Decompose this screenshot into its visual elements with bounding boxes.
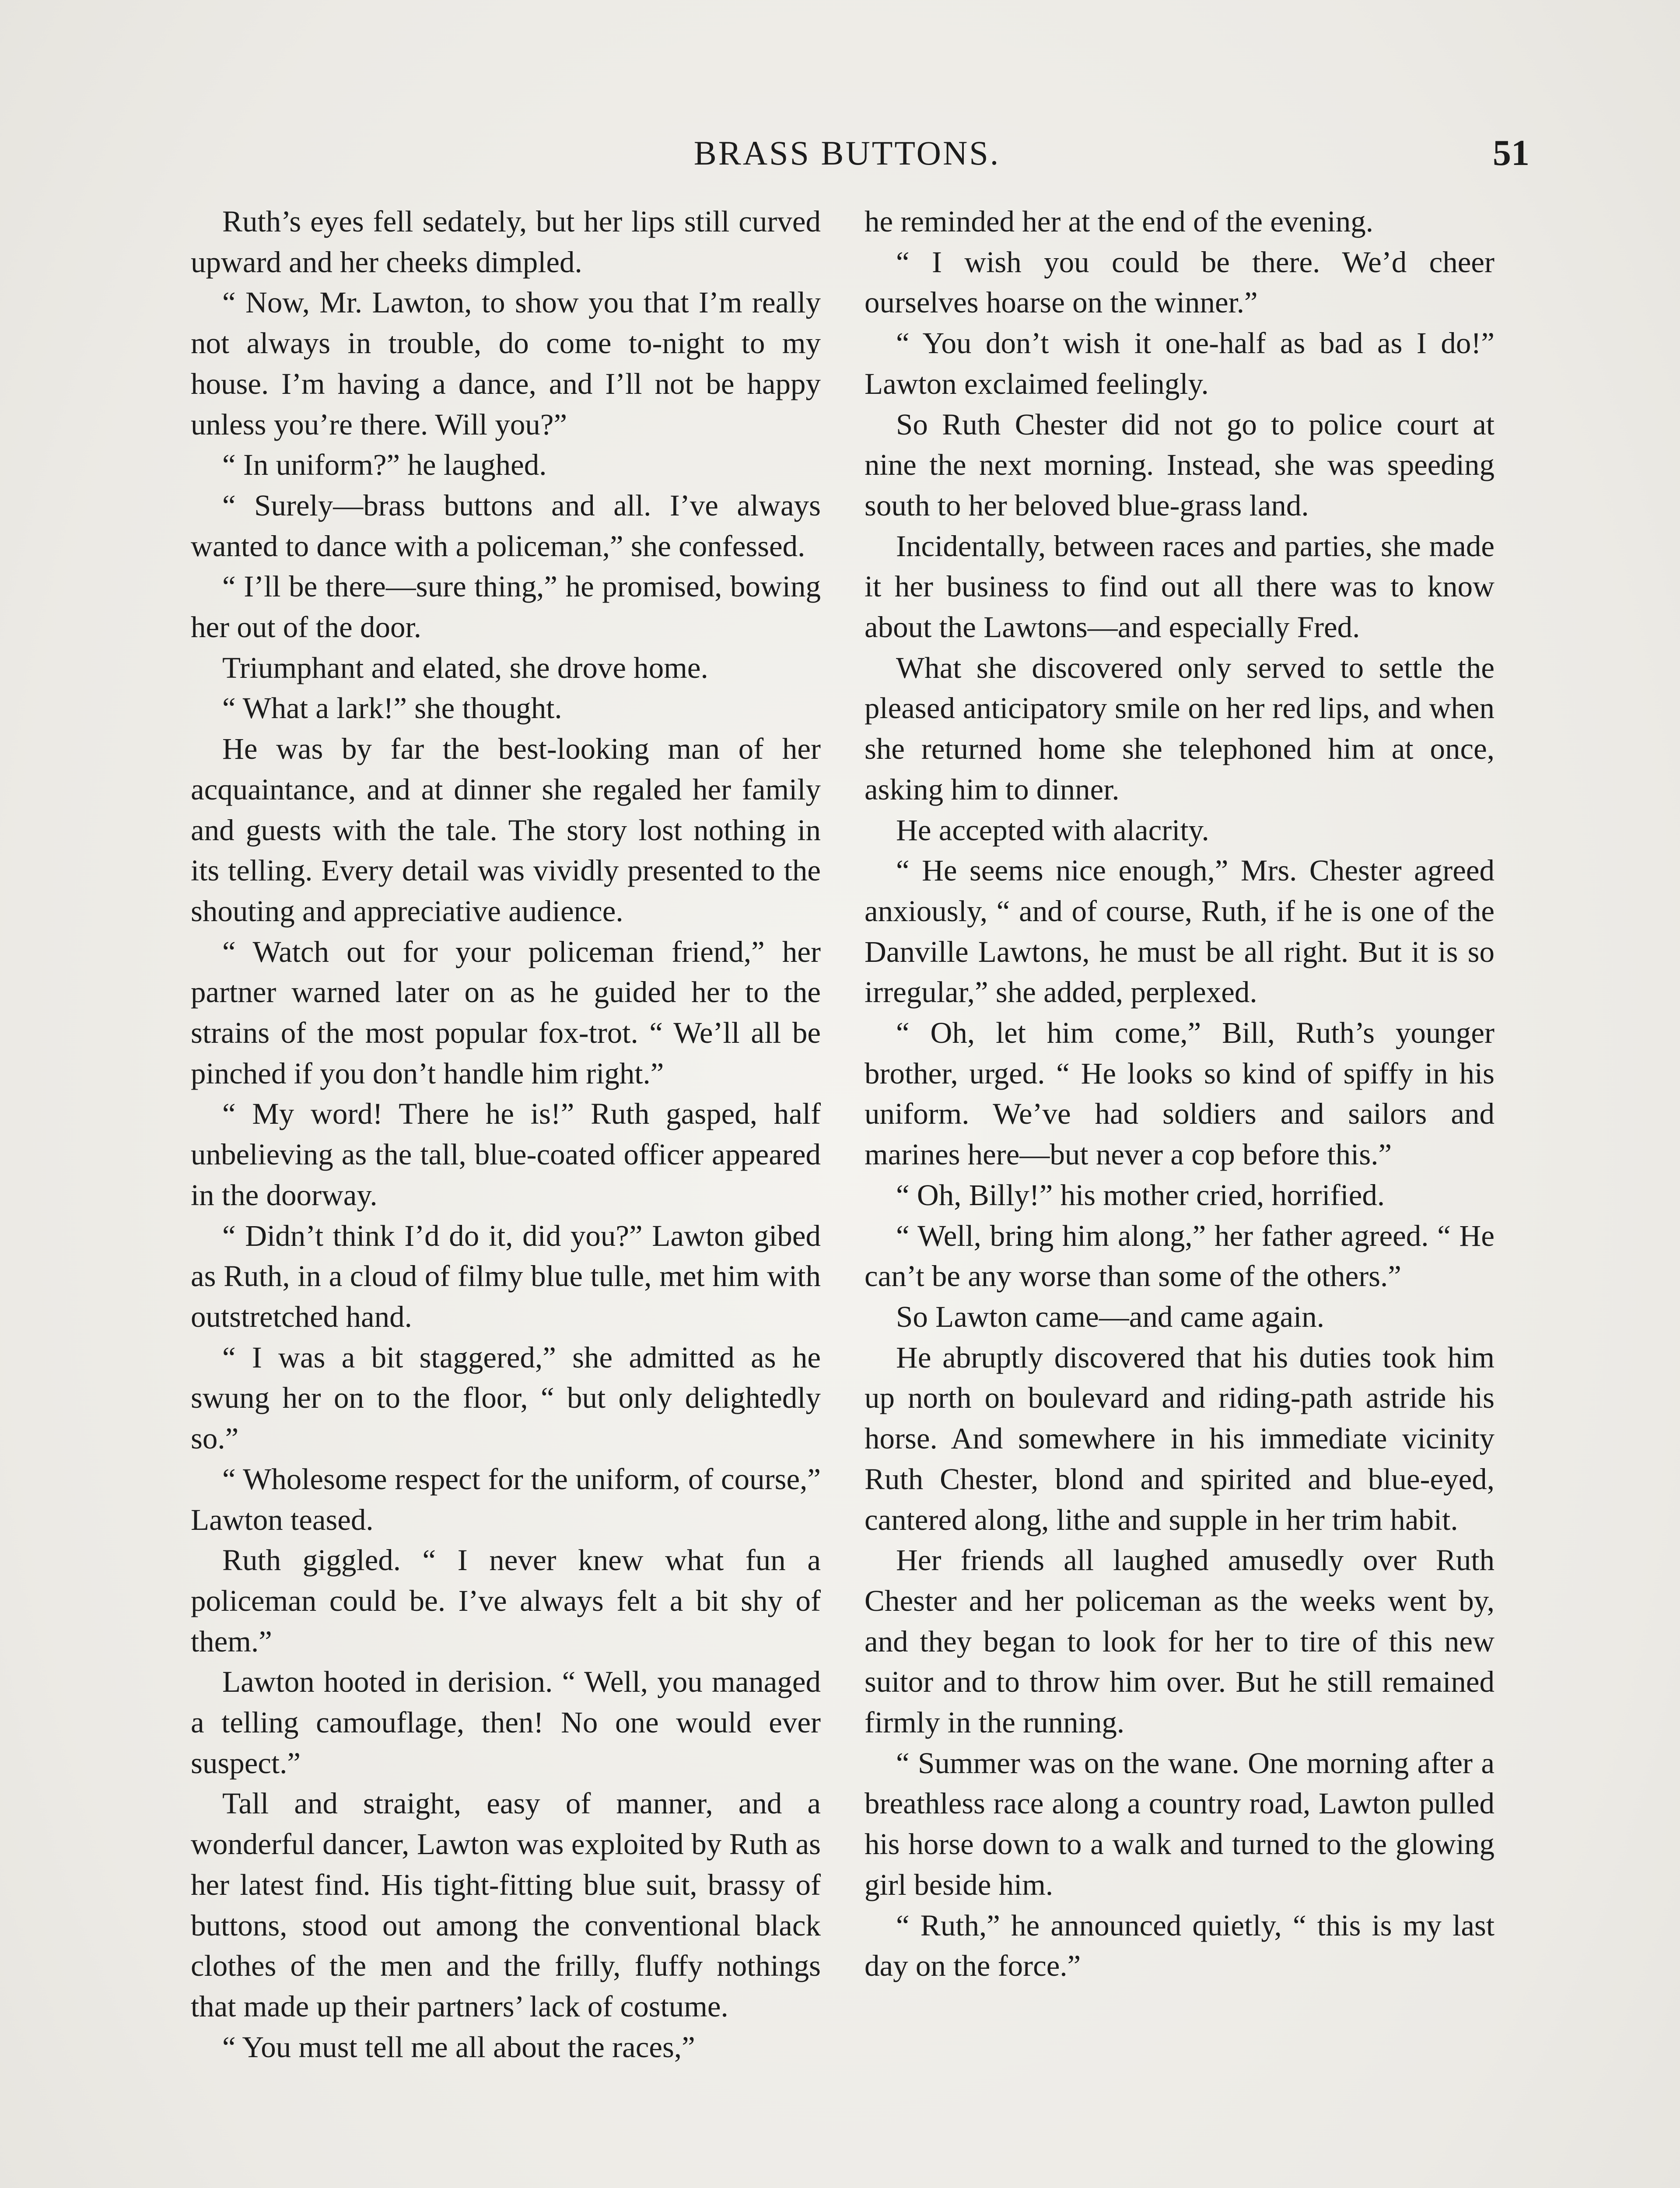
paragraph: What she discovered only served to settle the pleased anticipatory smile on her red lips, and when she returned home she telephoned him at once, asking him to dinner.: [864, 651, 1494, 806]
paragraph: “ You must tell me all about the races,”: [222, 2030, 695, 2064]
paragraph: “ My word! There he is!” Ruth gasped, half unbelieving as the tall, blue-coated officer appeared in the doorway.: [191, 1097, 821, 1212]
paragraph: So Lawton came—and came again.: [896, 1300, 1325, 1333]
paragraph: “ Oh, let him come,” Bill, Ruth’s younger brother, urged. “ He looks so kind of spiffy in his uniform. We’ve had soldiers and sailors and marines here—but never a cop before this.”: [864, 1016, 1494, 1171]
right-text-column: [864, 201, 1494, 1986]
paragraph: “ Well, bring him along,” her father agreed. “ He can’t be any worse than some of the others.”: [864, 1219, 1494, 1293]
paragraph: he reminded her at the end of the evening.: [864, 205, 1373, 238]
paragraph: He was by far the best-looking man of her acquaintance, and at dinner she regaled her family and guests with the tale. The story lost nothing in its telling. Every detail was vividly presented to the shouting and appreciative audience.: [191, 732, 821, 928]
paragraph: “ Surely—brass buttons and all. I’ve always wanted to dance with a policeman,” she confessed.: [191, 488, 821, 563]
paragraph: “ Now, Mr. Lawton, to show you that I’m really not always in trouble, do come to-night to my house. I’m having a dance, and I’ll not be happy unless you’re there. Will you?”: [191, 286, 821, 441]
paragraph: Incidentally, between races and parties, she made it her business to find out all there was to know about the Lawtons—and especially Fred.: [864, 529, 1494, 644]
paragraph: “ He seems nice enough,” Mrs. Chester agreed anxiously, “ and of course, Ruth, if he is one of the Danville Lawtons, he must be all right. But it is so irregular,” she added, perplexed.: [864, 854, 1494, 1009]
paragraph: So Ruth Chester did not go to police court at nine the next morning. Instead, she was speeding south to her beloved blue-grass land.: [864, 407, 1494, 522]
paragraph: “ What a lark!” she thought.: [222, 691, 562, 725]
paragraph: “ Summer was on the wane. One morning after a breathless race along a country road, Lawton pulled his horse down to a walk and turned to the glowing girl beside him.: [864, 1746, 1494, 1901]
paragraph: He accepted with alacrity.: [896, 813, 1209, 847]
paragraph: “ I wish you could be there. We’d cheer ourselves hoarse on the winner.”: [864, 245, 1494, 319]
page-number: 51: [1493, 133, 1530, 173]
paragraph: Ruth giggled. “ I never knew what fun a policeman could be. I’ve always felt a bit shy of them.”: [191, 1543, 821, 1658]
paragraph: Tall and straight, easy of manner, and a wonderful dancer, Lawton was exploited by Ruth as her latest find. His tight-fitting blue suit, brassy of buttons, stood out among the conventional black clothes of the men and the frilly, fluffy nothings that made up their partners’ lack of costume.: [191, 1787, 821, 2023]
paragraph: Triumphant and elated, she drove home.: [222, 651, 708, 684]
left-text-column: [191, 201, 821, 2067]
paragraph: Her friends all laughed amusedly over Ruth Chester and her policeman as the weeks went by, and they began to look for her to tire of this new suitor and to throw him over. But he still remained firmly in the running.: [864, 1543, 1494, 1739]
paragraph: “ Oh, Billy!” his mother cried, horrified.: [896, 1178, 1385, 1212]
paragraph: “ You don’t wish it one-half as bad as I do!” Lawton exclaimed feelingly.: [864, 326, 1494, 400]
paragraph: Ruth’s eyes fell sedately, but her lips still curved upward and her cheeks dimpled.: [191, 205, 821, 279]
page-header: [164, 127, 1530, 179]
paragraph: “ Didn’t think I’d do it, did you?” Lawton gibed as Ruth, in a cloud of filmy blue tulle, met him with outstretched hand.: [191, 1219, 821, 1333]
paragraph: “ In uniform?” he laughed.: [222, 448, 547, 482]
paragraph: He abruptly discovered that his duties took him up north on boulevard and riding-path astride his horse. And somewhere in his immediate vicinity Ruth Chester, blond and spirited and blue-eyed, cantered along, lithe and supple in her trim habit.: [864, 1340, 1494, 1536]
running-title: BRASS BUTTONS.: [693, 134, 1001, 172]
paragraph: “ I was a bit staggered,” she admitted as he swung her on to the floor, “ but only delightedly so.”: [191, 1340, 821, 1455]
paragraph: “ Wholesome respect for the uniform, of course,” Lawton teased.: [191, 1462, 821, 1536]
paragraph: “ Watch out for your policeman friend,” her partner warned later on as he guided her to the strains of the most popular fox-trot. “ We’ll all be pinched if you don’t handle him right.”: [191, 935, 821, 1090]
paragraph: “ I’ll be there—sure thing,” he promised, bowing her out of the door.: [191, 570, 821, 644]
paragraph: Lawton hooted in derision. “ Well, you managed a telling camouflage, then! No one would ever suspect.”: [191, 1665, 821, 1780]
paragraph: “ Ruth,” he announced quietly, “ this is my last day on the force.”: [864, 1908, 1494, 1983]
